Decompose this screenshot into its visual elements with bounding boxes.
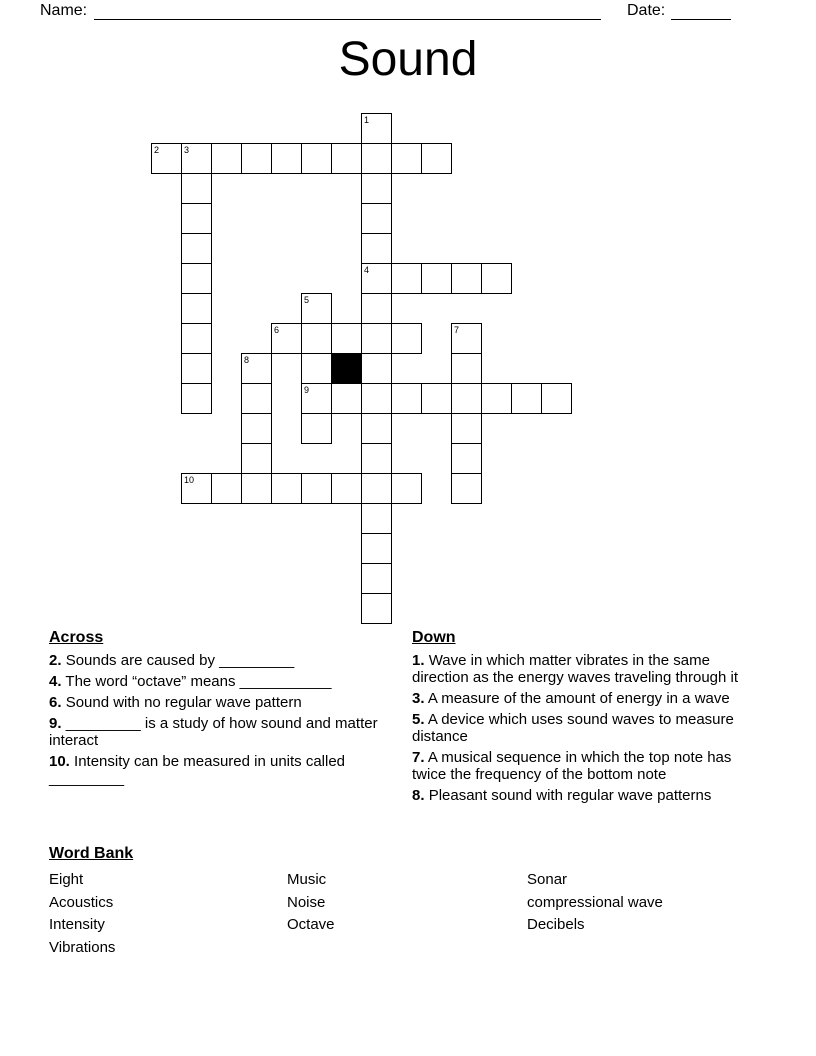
clue-down-5 xyxy=(412,711,762,745)
word-bank-item-eight: Eight xyxy=(49,871,84,888)
puzzle-cell[interactable] xyxy=(301,143,332,174)
clue-across-9 xyxy=(49,715,394,749)
clue-down-7 xyxy=(412,749,762,783)
word-bank-item-octave: Octave xyxy=(287,916,335,933)
page-title: Sound xyxy=(338,33,478,86)
puzzle-cell[interactable] xyxy=(271,143,302,174)
across-section xyxy=(49,629,394,791)
puzzle-cell[interactable] xyxy=(181,323,212,354)
clue-across-2-number: 2. xyxy=(49,652,62,669)
puzzle-cell[interactable] xyxy=(241,473,272,504)
clue-across-6-text: Sound with no regular wave pattern xyxy=(65,694,302,711)
clue-across-10-number: 10. xyxy=(49,753,70,770)
puzzle-cell[interactable] xyxy=(391,143,422,174)
puzzle-cell[interactable] xyxy=(331,323,362,354)
clue-down-1-number: 1. xyxy=(412,652,425,669)
clue-across-10-text: Intensity can be measured in units called _________ xyxy=(49,753,346,787)
puzzle-cell[interactable] xyxy=(361,233,392,264)
down-section xyxy=(412,629,762,808)
puzzle-cell[interactable] xyxy=(421,383,452,414)
puzzle-cell[interactable] xyxy=(301,353,332,384)
puzzle-cell[interactable] xyxy=(481,383,512,414)
cell-number: 2 xyxy=(154,145,160,155)
cell-number: 5 xyxy=(304,295,310,305)
word-bank-column-2 xyxy=(287,869,335,937)
clue-across-6 xyxy=(49,694,394,711)
puzzle-cell[interactable] xyxy=(181,263,212,294)
word-bank-heading: Word Bank xyxy=(49,845,134,862)
clue-across-9-text: _________ is a study of how sound and matter interact xyxy=(49,715,378,749)
cell-number: 1 xyxy=(364,115,370,125)
clue-down-8-number: 8. xyxy=(412,787,425,804)
word-bank-column-3 xyxy=(527,869,663,937)
puzzle-cell[interactable] xyxy=(361,323,392,354)
puzzle-cell[interactable] xyxy=(361,353,392,384)
puzzle-cell[interactable] xyxy=(541,383,572,414)
word-bank-item-music: Music xyxy=(287,871,327,888)
puzzle-cell[interactable] xyxy=(361,383,392,414)
puzzle-cell[interactable] xyxy=(361,173,392,204)
puzzle-cell[interactable] xyxy=(181,233,212,264)
puzzle-cell[interactable] xyxy=(241,383,272,414)
puzzle-cell[interactable] xyxy=(391,263,422,294)
clue-across-4-text: The word “octave” means ___________ xyxy=(65,673,332,690)
puzzle-cell[interactable] xyxy=(451,383,482,414)
puzzle-cell[interactable] xyxy=(271,473,302,504)
cell-number: 3 xyxy=(184,145,190,155)
clue-down-5-number: 5. xyxy=(412,711,425,728)
down-heading: Down xyxy=(412,629,456,646)
puzzle-cell[interactable] xyxy=(481,263,512,294)
clue-down-3-number: 3. xyxy=(412,690,425,707)
puzzle-cell[interactable] xyxy=(301,413,332,444)
puzzle-cell[interactable] xyxy=(301,473,332,504)
puzzle-cell[interactable] xyxy=(211,473,242,504)
puzzle-cell[interactable] xyxy=(241,413,272,444)
cell-number: 8 xyxy=(244,355,250,365)
black-cell xyxy=(331,353,362,384)
puzzle-cell[interactable] xyxy=(451,413,482,444)
puzzle-cell[interactable] xyxy=(391,323,422,354)
word-bank-item-acoustics: Acoustics xyxy=(49,893,114,911)
clue-down-8 xyxy=(412,787,762,804)
date-label: Date: xyxy=(627,2,666,19)
puzzle-cell[interactable] xyxy=(181,143,212,174)
puzzle-cell[interactable] xyxy=(331,473,362,504)
clue-down-7-text: A musical sequence in which the top note has twice the frequency of the bottom note xyxy=(412,749,732,783)
clue-across-9-number: 9. xyxy=(49,715,62,732)
clue-down-1 xyxy=(412,652,762,686)
puzzle-cell[interactable] xyxy=(511,383,542,414)
puzzle-cell[interactable] xyxy=(361,473,392,504)
clue-across-4-number: 4. xyxy=(49,673,62,690)
puzzle-cell[interactable] xyxy=(181,353,212,384)
puzzle-cell[interactable] xyxy=(301,293,332,324)
clue-down-7-number: 7. xyxy=(412,749,425,766)
clue-down-8-text: Pleasant sound with regular wave patterns xyxy=(428,787,712,804)
puzzle-cell[interactable] xyxy=(271,323,302,354)
puzzle-cell[interactable] xyxy=(301,323,332,354)
puzzle-cell[interactable] xyxy=(451,323,482,354)
puzzle-cell[interactable] xyxy=(451,263,482,294)
puzzle-cell[interactable] xyxy=(391,383,422,414)
word-bank-item-intensity: Intensity xyxy=(49,916,105,933)
puzzle-cell[interactable] xyxy=(451,353,482,384)
puzzle-cell[interactable] xyxy=(361,563,392,594)
puzzle-cell[interactable] xyxy=(361,443,392,474)
clue-across-2-text: Sounds are caused by _________ xyxy=(65,652,295,669)
cell-number: 4 xyxy=(364,265,370,275)
puzzle-cell[interactable] xyxy=(181,203,212,234)
name-label: Name: xyxy=(40,2,88,19)
puzzle-cell[interactable] xyxy=(421,263,452,294)
puzzle-cell[interactable] xyxy=(361,113,392,144)
cell-number: 6 xyxy=(274,325,280,335)
clue-down-3-text: A measure of the amount of energy in a wave xyxy=(427,690,730,707)
puzzle-cell[interactable] xyxy=(361,593,392,624)
puzzle-cell[interactable] xyxy=(361,503,392,534)
word-bank-item-noise: Noise xyxy=(287,893,326,911)
clue-across-10 xyxy=(49,753,394,787)
puzzle-cell[interactable] xyxy=(211,143,242,174)
cell-number: 9 xyxy=(304,385,310,395)
clue-down-5-text: A device which uses sound waves to measure distance xyxy=(412,711,734,745)
puzzle-cell[interactable] xyxy=(391,473,422,504)
puzzle-cell[interactable] xyxy=(421,143,452,174)
word-bank-item-vibrations: Vibrations xyxy=(49,938,116,956)
cell-number: 7 xyxy=(454,325,460,335)
puzzle-cell[interactable] xyxy=(451,473,482,504)
puzzle-cell[interactable] xyxy=(151,143,182,174)
puzzle-cell[interactable] xyxy=(361,203,392,234)
puzzle-cell[interactable] xyxy=(361,263,392,294)
clue-across-6-number: 6. xyxy=(49,694,62,711)
across-heading: Across xyxy=(49,629,104,646)
puzzle-cell[interactable] xyxy=(241,353,272,384)
puzzle-cell[interactable] xyxy=(331,383,362,414)
puzzle-cell[interactable] xyxy=(241,143,272,174)
puzzle-cell[interactable] xyxy=(181,383,212,414)
clue-across-2 xyxy=(49,652,394,669)
puzzle-cell[interactable] xyxy=(361,293,392,324)
word-bank-item-compressional-wave: compressional wave xyxy=(527,893,663,911)
puzzle-cell[interactable] xyxy=(181,173,212,204)
puzzle-cell[interactable] xyxy=(241,443,272,474)
word-bank-item-sonar: Sonar xyxy=(527,871,568,888)
puzzle-cell[interactable] xyxy=(361,413,392,444)
puzzle-cell[interactable] xyxy=(361,143,392,174)
word-bank-column-1 xyxy=(49,869,115,959)
puzzle-cell[interactable] xyxy=(181,473,212,504)
puzzle-cell[interactable] xyxy=(331,143,362,174)
cell-number: 10 xyxy=(184,475,195,485)
puzzle-cell[interactable] xyxy=(181,293,212,324)
word-bank-section xyxy=(49,845,769,965)
word-bank-item-decibels: Decibels xyxy=(527,916,585,933)
puzzle-cell[interactable] xyxy=(301,383,332,414)
clue-down-3 xyxy=(412,690,762,707)
clue-down-1-text: Wave in which matter vibrates in the same direction as the energy waves traveling through it xyxy=(412,652,739,686)
clue-across-4 xyxy=(49,673,394,690)
puzzle-cell[interactable] xyxy=(361,533,392,564)
puzzle-cell[interactable] xyxy=(451,443,482,474)
